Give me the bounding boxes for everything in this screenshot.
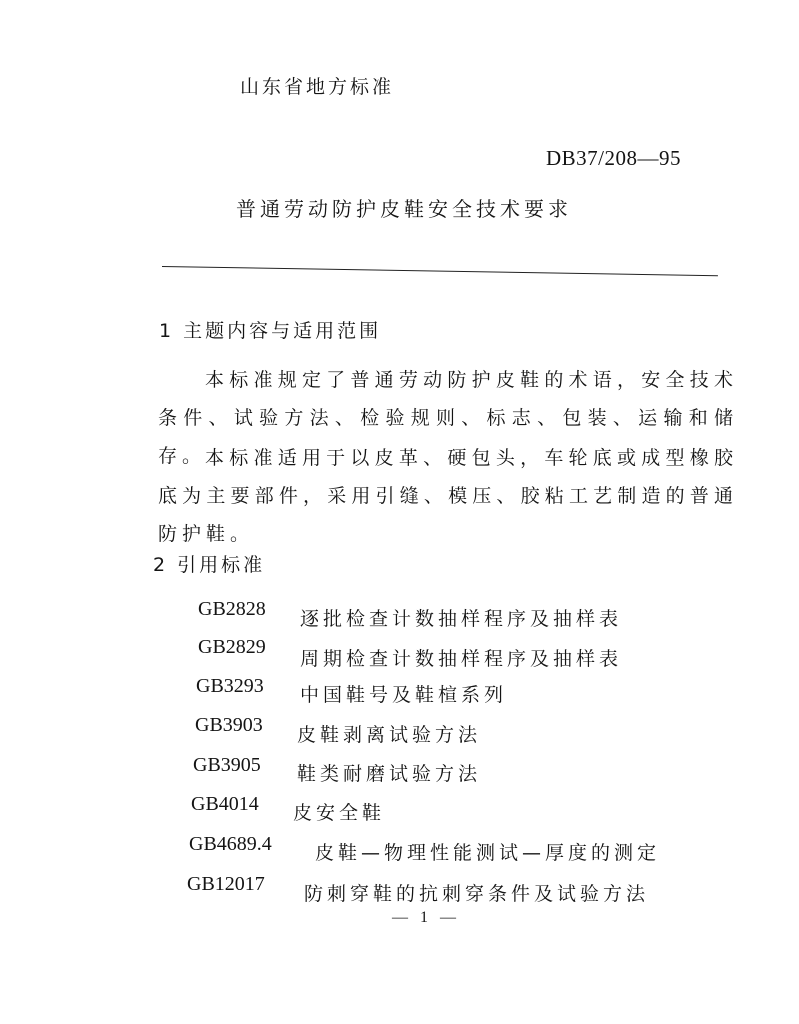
reference-title: 周期检查计数抽样程序及抽样表 <box>300 648 623 670</box>
title-divider <box>162 266 718 276</box>
reference-code: GB4689.4 <box>189 833 272 855</box>
reference-title: 皮鞋剥离试验方法 <box>297 724 482 746</box>
reference-code: GB3905 <box>193 754 261 776</box>
reference-code: GB2829 <box>198 636 266 658</box>
section-1-heading: 1 主题内容与适用范围 <box>159 320 382 342</box>
reference-code: GB2828 <box>198 598 266 620</box>
reference-code: GB12017 <box>187 873 265 895</box>
section-1-paragraph-2: 本标准适用于以皮革、硬包头，车轮底或成型橡胶底为主要部件，采用引缝、模压、胶粘工艺制造的普通防护鞋。 <box>158 447 738 545</box>
section-1-paragraph-1: 本标准规定了普通劳动防护皮鞋的术语，安全技术条件、试验方法、检验规则、标志、包装、运输和储存。 <box>158 369 738 467</box>
reference-code: GB3903 <box>195 714 263 736</box>
page-number: — 1 — <box>392 909 460 926</box>
document-header: 山东省地方标准 <box>240 76 395 98</box>
document-title: 普通劳动防护皮鞋安全技术要求 <box>236 197 572 221</box>
section-2-heading: 2 引用标准 <box>153 554 266 576</box>
reference-title: 鞋类耐磨试验方法 <box>297 763 482 785</box>
reference-code: GB4014 <box>191 793 259 815</box>
standard-number: DB37/208—95 <box>546 146 682 170</box>
reference-title: 防刺穿鞋的抗刺穿条件及试验方法 <box>304 883 650 905</box>
reference-title: 皮鞋—物理性能测试—厚度的测定 <box>315 842 661 864</box>
reference-code: GB3293 <box>196 675 264 697</box>
reference-title: 中国鞋号及鞋楦系列 <box>300 684 508 706</box>
reference-title: 皮安全鞋 <box>293 802 386 824</box>
reference-title: 逐批检查计数抽样程序及抽样表 <box>300 608 623 630</box>
